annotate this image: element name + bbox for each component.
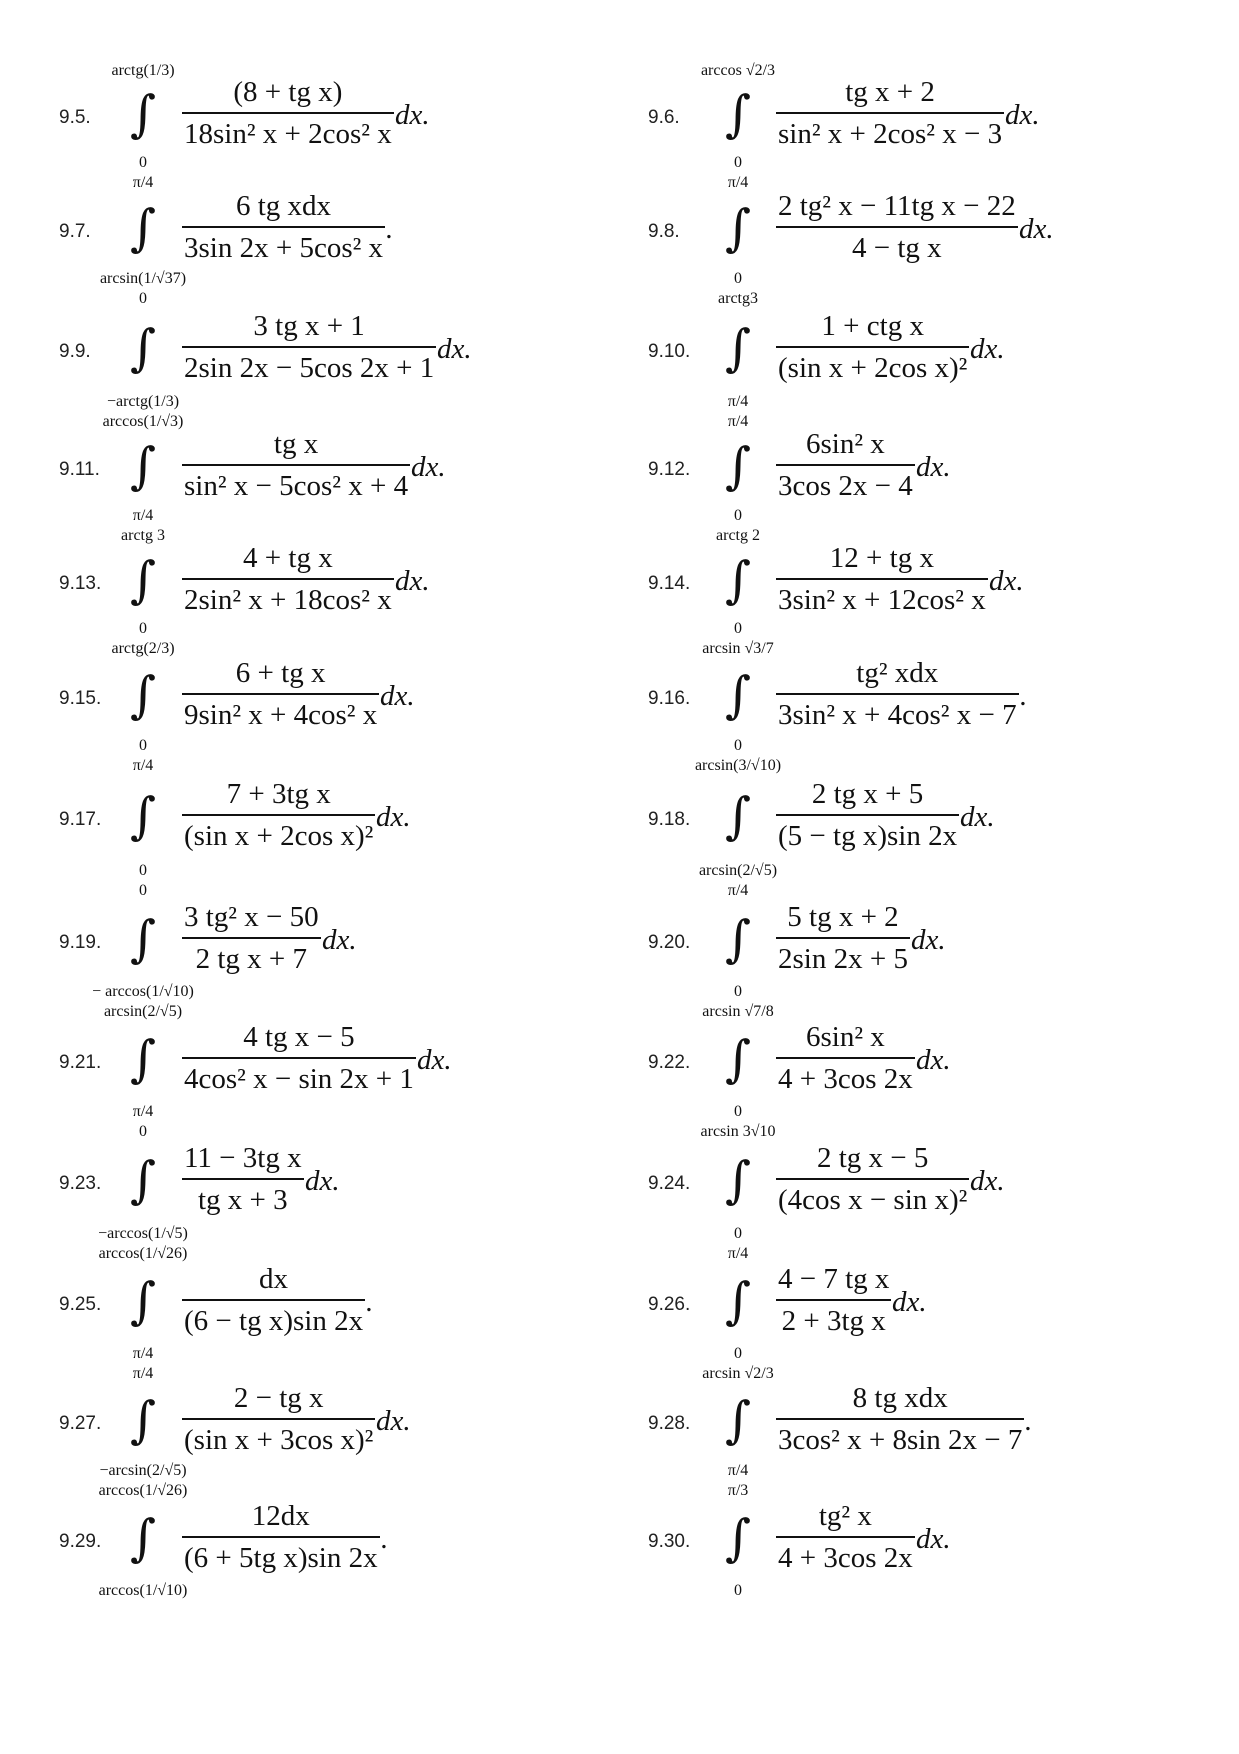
upper-limit: arcsin √7/8 <box>702 1003 774 1020</box>
problem-row <box>0 757 1239 882</box>
lower-limit: − arccos(1/√10) <box>92 983 194 1000</box>
integrand-fraction <box>776 1263 891 1338</box>
numerator: 2 − tg x <box>233 1382 324 1414</box>
upper-limit: arcsin(2/√5) <box>103 1003 183 1020</box>
fraction-bar <box>776 1418 1024 1420</box>
problem-number: 9.16. <box>648 688 691 709</box>
denominator: sin² x + 2cos² x − 3 <box>778 117 1003 150</box>
integral-sign: ∫ <box>724 787 752 845</box>
integral <box>702 640 774 757</box>
problem-item <box>0 527 1239 640</box>
problem-number: 9.23. <box>59 1173 102 1194</box>
numerator: 4 − 7 tg x <box>778 1263 890 1295</box>
numerator: (8 + tg x) <box>233 76 343 108</box>
lower-limit: π/4 <box>727 1462 749 1479</box>
denominator: 4 + 3cos 2x <box>778 1062 913 1095</box>
integrand-fraction <box>776 901 910 976</box>
fraction-bar <box>776 112 1004 114</box>
differential: . <box>1020 680 1028 712</box>
problem-item <box>0 1365 1239 1482</box>
problem-item <box>0 882 1239 1003</box>
numerator: dx <box>259 1263 289 1295</box>
problem-number: 9.9. <box>59 341 91 362</box>
denominator: 9sin² x + 4cos² x <box>184 698 378 731</box>
numerator: 2 tg² x − 11tg x − 22 <box>778 190 1016 222</box>
lower-limit: 0 <box>139 862 147 879</box>
problem-item <box>0 1482 1239 1602</box>
integral-sign: ∫ <box>129 1272 157 1330</box>
differential: dx. <box>916 1523 951 1555</box>
numerator: 4 tg x − 5 <box>243 1021 355 1053</box>
upper-limit: π/3 <box>727 1482 749 1499</box>
denominator: 3cos² x + 8sin 2x − 7 <box>778 1423 1023 1456</box>
problem-row <box>0 1365 1239 1482</box>
integral <box>708 174 768 290</box>
fraction-bar <box>776 1057 915 1059</box>
lower-limit: π/4 <box>132 1345 154 1362</box>
problem-number: 9.26. <box>648 1294 691 1315</box>
denominator: 4 + 3cos 2x <box>778 1541 913 1574</box>
fraction-bar <box>776 464 915 466</box>
problem-number: 9.8. <box>648 221 680 242</box>
integral-sign: ∫ <box>129 910 157 968</box>
denominator: 2sin 2x + 5 <box>778 942 908 975</box>
upper-limit: arcsin √2/3 <box>702 1365 774 1382</box>
problem-row <box>0 1123 1239 1245</box>
differential: dx. <box>989 565 1024 597</box>
differential: dx. <box>411 451 446 483</box>
problem-row <box>0 413 1239 527</box>
numerator: tg x + 2 <box>845 76 935 108</box>
differential: dx. <box>892 1286 927 1318</box>
upper-limit: π/4 <box>132 174 154 191</box>
denominator: (6 + 5tg x)sin 2x <box>184 1541 378 1574</box>
problem-row <box>0 174 1239 290</box>
upper-limit: π/4 <box>727 1245 749 1262</box>
integral-sign: ∫ <box>129 551 157 609</box>
numerator: 6 + tg x <box>235 657 326 689</box>
problem-row <box>0 1245 1239 1365</box>
fraction-bar <box>776 937 910 939</box>
denominator: 2sin 2x − 5cos 2x + 1 <box>184 351 435 384</box>
lower-limit: 0 <box>734 507 742 524</box>
upper-limit: arccos(1/√3) <box>102 413 184 430</box>
problem-number: 9.10. <box>648 341 691 362</box>
problem-number: 9.18. <box>648 809 691 830</box>
numerator: tg² x <box>818 1500 872 1532</box>
integral-sign: ∫ <box>724 437 752 495</box>
lower-limit: 0 <box>734 983 742 1000</box>
lower-limit: arccos(1/√10) <box>98 1582 188 1599</box>
problem-number: 9.5. <box>59 107 91 128</box>
lower-limit: −arcsin(2/√5) <box>99 1462 187 1479</box>
integral <box>708 882 768 1003</box>
problem-number: 9.11. <box>59 459 100 480</box>
numerator: 6sin² x <box>805 1021 885 1053</box>
lower-limit: 0 <box>734 1582 742 1599</box>
lower-limit: 0 <box>734 270 742 287</box>
problem-number: 9.6. <box>648 107 680 128</box>
problem-number: 9.29. <box>59 1531 102 1552</box>
problem-item <box>0 757 1239 882</box>
integral <box>708 1245 768 1365</box>
integral-sign: ∫ <box>724 199 752 257</box>
upper-limit: arccos(1/√26) <box>98 1245 188 1262</box>
denominator: (sin x + 2cos x)² <box>778 351 968 384</box>
differential: dx. <box>322 924 357 956</box>
lower-limit: arcsin(1/√37) <box>99 270 187 287</box>
numerator: 12dx <box>251 1500 310 1532</box>
integrand-fraction <box>776 778 959 853</box>
problem-number: 9.12. <box>648 459 691 480</box>
integral <box>708 1482 768 1602</box>
upper-limit: π/4 <box>132 1365 154 1382</box>
integral-sign: ∫ <box>724 1151 752 1209</box>
differential: . <box>366 1286 374 1318</box>
differential: . <box>1025 1405 1033 1437</box>
fraction-bar <box>776 814 959 816</box>
lower-limit: 0 <box>734 1345 742 1362</box>
upper-limit: π/4 <box>132 757 154 774</box>
upper-limit: arcsin √3/7 <box>702 640 774 657</box>
differential: . <box>381 1523 389 1555</box>
differential: dx. <box>960 801 995 833</box>
upper-limit: arctg 3 <box>121 527 165 544</box>
integral <box>694 757 782 882</box>
integral-sign: ∫ <box>724 85 752 143</box>
problem-number: 9.15. <box>59 688 102 709</box>
integral-sign: ∫ <box>724 1391 752 1449</box>
fraction-bar <box>776 693 1019 695</box>
lower-limit: 0 <box>734 737 742 754</box>
problem-number: 9.25. <box>59 1294 102 1315</box>
upper-limit: arccos(1/√26) <box>98 1482 188 1499</box>
problem-item <box>0 62 1239 174</box>
numerator: 3 tg² x − 50 <box>184 901 319 933</box>
denominator: 3cos 2x − 4 <box>778 469 913 502</box>
integrand-fraction <box>776 542 988 617</box>
integral-sign: ∫ <box>724 1030 752 1088</box>
integral-sign: ∫ <box>129 1509 157 1567</box>
upper-limit: arctg(1/3) <box>111 62 175 79</box>
integral-sign: ∫ <box>724 551 752 609</box>
denominator: (sin x + 3cos x)² <box>184 1423 374 1456</box>
denominator: (sin x + 2cos x)² <box>184 819 374 852</box>
denominator: 2 + 3tg x <box>781 1304 886 1337</box>
problem-item <box>0 290 1239 413</box>
denominator: (4cos x − sin x)² <box>778 1183 968 1216</box>
denominator: 18sin² x + 2cos² x <box>184 117 392 150</box>
numerator: 3 tg x + 1 <box>253 310 365 342</box>
integral-sign: ∫ <box>129 1151 157 1209</box>
differential: dx. <box>916 451 951 483</box>
integrand-fraction <box>776 310 969 385</box>
upper-limit: arccos √2/3 <box>700 62 776 79</box>
differential: dx. <box>395 565 430 597</box>
differential: dx. <box>437 333 472 365</box>
fraction-bar <box>776 1178 969 1180</box>
denominator: 2 tg x + 7 <box>195 942 308 975</box>
numerator: 6 tg xdx <box>236 190 332 222</box>
problem-number: 9.21. <box>59 1052 102 1073</box>
numerator: tg² xdx <box>856 657 939 689</box>
differential: dx. <box>376 801 411 833</box>
differential: dx. <box>916 1044 951 1076</box>
integrand-fraction <box>776 1142 969 1217</box>
denominator: 4cos² x − sin 2x + 1 <box>184 1062 414 1095</box>
integral-sign: ∫ <box>724 1272 752 1330</box>
problem-number: 9.20. <box>648 932 691 953</box>
problem-item <box>0 1245 1239 1365</box>
denominator: 3sin² x + 12cos² x <box>778 583 986 616</box>
denominator: 3sin 2x + 5cos² x <box>184 231 384 264</box>
problem-number: 9.19. <box>59 932 102 953</box>
lower-limit: −arctg(1/3) <box>106 393 180 410</box>
problem-number: 9.27. <box>59 1413 102 1434</box>
problem-row <box>0 62 1239 174</box>
lower-limit: 0 <box>734 1103 742 1120</box>
numerator: 2 tg x + 5 <box>811 778 924 810</box>
lower-limit: π/4 <box>132 1103 154 1120</box>
denominator: (6 − tg x)sin 2x <box>184 1304 364 1337</box>
integral-sign: ∫ <box>129 787 157 845</box>
differential: dx. <box>970 333 1005 365</box>
problem-row <box>0 882 1239 1003</box>
lower-limit: 0 <box>139 737 147 754</box>
integrand-fraction <box>776 657 1019 732</box>
differential: dx. <box>911 924 946 956</box>
numerator: 1 + ctg x <box>821 310 924 342</box>
upper-limit: arcsin(3/√10) <box>694 757 782 774</box>
problem-row <box>0 527 1239 640</box>
differential: dx. <box>417 1044 452 1076</box>
lower-limit: 0 <box>734 620 742 637</box>
differential: dx. <box>395 99 430 131</box>
denominator: 4 − tg x <box>852 231 942 264</box>
integrand-fraction <box>776 190 1018 265</box>
problem-number: 9.30. <box>648 1531 691 1552</box>
integral <box>708 290 768 413</box>
lower-limit: −arccos(1/√5) <box>98 1225 188 1242</box>
lower-limit: arcsin(2/√5) <box>698 862 778 879</box>
numerator: 4 + tg x <box>243 542 333 574</box>
problem-item <box>0 413 1239 527</box>
integral-sign: ∫ <box>129 319 157 377</box>
fraction-bar <box>776 226 1018 228</box>
upper-limit: arcsin 3√10 <box>700 1123 776 1140</box>
integral <box>702 1365 774 1482</box>
upper-limit: π/4 <box>727 882 749 899</box>
denominator: 2sin² x + 18cos² x <box>184 583 392 616</box>
numerator: 11 − 3tg x <box>184 1142 302 1174</box>
integrand-fraction <box>776 1021 915 1096</box>
problem-item <box>0 174 1239 290</box>
integrand-fraction <box>776 76 1004 151</box>
numerator: 8 tg xdx <box>852 1382 948 1414</box>
upper-limit: arctg(2/3) <box>111 640 175 657</box>
fraction-bar <box>776 346 969 348</box>
problem-number: 9.24. <box>648 1173 691 1194</box>
integral <box>708 527 768 640</box>
problem-row <box>0 1482 1239 1602</box>
differential: dx. <box>305 1165 340 1197</box>
fraction-bar <box>776 578 988 580</box>
integral-sign: ∫ <box>724 910 752 968</box>
upper-limit: arctg 2 <box>716 527 760 544</box>
problem-number: 9.13. <box>59 573 102 594</box>
problem-item <box>0 1123 1239 1245</box>
differential: dx. <box>376 1405 411 1437</box>
denominator: (5 − tg x)sin 2x <box>778 819 958 852</box>
numerator: 7 + 3tg x <box>226 778 331 810</box>
differential: dx. <box>1005 99 1040 131</box>
problem-number: 9.7. <box>59 221 91 242</box>
lower-limit: π/4 <box>132 507 154 524</box>
upper-limit: 0 <box>139 882 147 899</box>
denominator: sin² x − 5cos² x + 4 <box>184 469 409 502</box>
upper-limit: 0 <box>139 1123 147 1140</box>
numerator: 2 tg x − 5 <box>816 1142 929 1174</box>
integrand-fraction <box>776 1500 915 1575</box>
lower-limit: 0 <box>734 1225 742 1242</box>
upper-limit: π/4 <box>727 174 749 191</box>
integrand-fraction <box>776 1382 1024 1457</box>
integral <box>702 1003 774 1123</box>
upper-limit: arctg3 <box>718 290 758 307</box>
upper-limit: π/4 <box>727 413 749 430</box>
lower-limit: 0 <box>734 154 742 171</box>
numerator: 12 + tg x <box>829 542 934 574</box>
lower-limit: π/4 <box>727 393 749 410</box>
lower-limit: 0 <box>139 620 147 637</box>
problem-item <box>0 1003 1239 1123</box>
integral-sign: ∫ <box>724 1509 752 1567</box>
integral-sign: ∫ <box>724 319 752 377</box>
integral-sign: ∫ <box>724 666 752 724</box>
fraction-bar <box>776 1536 915 1538</box>
problem-number: 9.17. <box>59 809 102 830</box>
problem-number: 9.22. <box>648 1052 691 1073</box>
integral-sign: ∫ <box>129 85 157 143</box>
upper-limit: 0 <box>139 290 147 307</box>
problem-item <box>0 640 1239 757</box>
integral-sign: ∫ <box>129 1030 157 1088</box>
problem-number: 9.28. <box>648 1413 691 1434</box>
integral <box>708 413 768 527</box>
integral <box>700 62 776 174</box>
problem-number: 9.14. <box>648 573 691 594</box>
integral <box>700 1123 776 1245</box>
differential: dx. <box>380 680 415 712</box>
numerator: 6sin² x <box>805 428 885 460</box>
lower-limit: 0 <box>139 154 147 171</box>
integral-sign: ∫ <box>129 199 157 257</box>
denominator: 3sin² x + 4cos² x − 7 <box>778 698 1017 731</box>
differential: . <box>386 213 394 245</box>
integral-sign: ∫ <box>129 666 157 724</box>
differential: dx. <box>970 1165 1005 1197</box>
differential: dx. <box>1019 213 1054 245</box>
integrand-fraction <box>776 428 915 503</box>
integral-sign: ∫ <box>129 1391 157 1449</box>
fraction-bar <box>776 1299 891 1301</box>
problem-row <box>0 290 1239 413</box>
numerator: tg x <box>273 428 319 460</box>
denominator: tg x + 3 <box>197 1183 288 1216</box>
numerator: 5 tg x + 2 <box>787 901 899 933</box>
integral-sign: ∫ <box>129 437 157 495</box>
problem-row <box>0 640 1239 757</box>
problem-row <box>0 1003 1239 1123</box>
